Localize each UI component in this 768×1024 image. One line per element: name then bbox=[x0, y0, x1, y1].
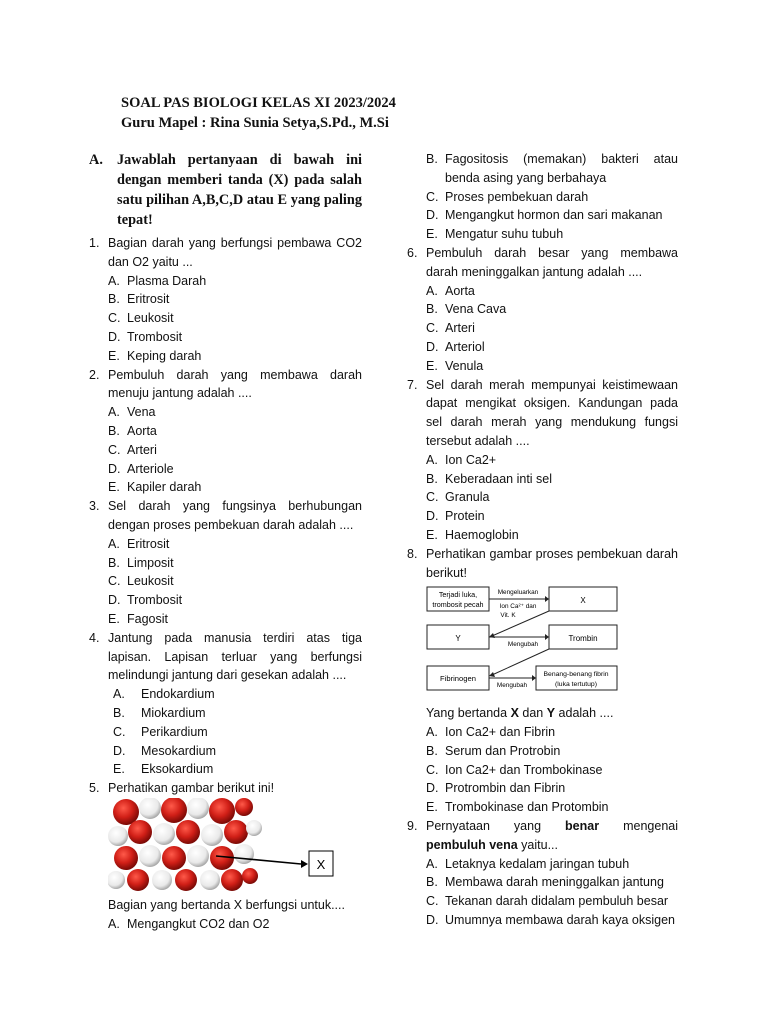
arrow1-label: Mengeluarkan bbox=[497, 589, 539, 597]
box-y-text: Y bbox=[455, 634, 461, 644]
option-letter: B. bbox=[426, 875, 438, 890]
teacher-line: Guru Mapel : Rina Sunia Setya,S.Pd., M.Si bbox=[121, 115, 389, 131]
option-8d[interactable] bbox=[426, 779, 678, 798]
question-text: Sel darah yang fungsinya berhubungan dengan proses pembekuan darah adalah .... bbox=[108, 499, 362, 532]
option-6d[interactable] bbox=[426, 338, 678, 357]
page-header bbox=[121, 93, 396, 133]
question-6 bbox=[407, 244, 678, 282]
option-letter: E. bbox=[108, 480, 120, 495]
option-9c[interactable] bbox=[426, 892, 678, 911]
option-letter: C. bbox=[113, 724, 126, 739]
right-column bbox=[407, 150, 678, 930]
option-6a[interactable] bbox=[426, 282, 678, 301]
option-text: Tekanan darah didalam pembuluh besar bbox=[445, 894, 669, 909]
option-6b[interactable] bbox=[426, 300, 678, 319]
question-text: Jantung pada manusia terdiri atas tiga lapisan. Lapisan terluar yang berfungsi melindungi jantung dari gesekan adalah .... bbox=[108, 630, 362, 683]
option-text: Keping darah bbox=[127, 348, 202, 363]
question-number: 9. bbox=[407, 818, 418, 833]
option-letter: A. bbox=[108, 273, 120, 288]
option-letter: D. bbox=[108, 593, 121, 608]
option-letter: E. bbox=[108, 348, 120, 363]
exam-title: SOAL PAS BIOLOGI KELAS XI 2023/2024 bbox=[121, 95, 396, 111]
option-text: Haemoglobin bbox=[445, 527, 519, 542]
option-2a[interactable] bbox=[108, 403, 362, 422]
option-text: Trombosit bbox=[127, 593, 183, 608]
option-text: Kapiler darah bbox=[127, 480, 202, 495]
clotting-diagram bbox=[426, 586, 678, 698]
option-5b[interactable] bbox=[426, 150, 678, 188]
left-column bbox=[89, 150, 362, 934]
option-letter: C. bbox=[108, 311, 121, 326]
option-9a[interactable] bbox=[426, 855, 678, 874]
option-text: Ion Ca2+ dan Trombokinase bbox=[445, 762, 603, 777]
option-text: Trombosit bbox=[127, 329, 183, 344]
option-text: Mengangkut CO2 dan O2 bbox=[127, 916, 270, 931]
option-8a[interactable] bbox=[426, 723, 678, 742]
option-letter: B. bbox=[426, 471, 438, 486]
question-text: Sel darah merah mempunyai keistimewaan dapat mengikat oksigen. Kandungan pada sel darah merah yang mendukung fungsi tersebut adalah .... bbox=[426, 377, 678, 448]
option-letter: A. bbox=[426, 856, 438, 871]
red-blood-cell-figure bbox=[108, 798, 362, 892]
option-7e[interactable] bbox=[426, 526, 678, 545]
followup-text: adalah .... bbox=[555, 706, 614, 721]
option-letter: D. bbox=[113, 743, 126, 758]
option-5a[interactable] bbox=[108, 915, 362, 934]
q5-followup: Bagian yang bertanda X berfungsi untuk.... bbox=[108, 897, 345, 912]
option-letter: C. bbox=[426, 894, 439, 909]
option-text: Fagosit bbox=[127, 611, 168, 626]
q9-bold-vena: pembuluh vena bbox=[426, 837, 518, 852]
q9-bold-benar: benar bbox=[565, 818, 600, 833]
option-letter: D. bbox=[426, 339, 439, 354]
question-text: Perhatikan gambar berikut ini! bbox=[108, 781, 275, 796]
option-letter: E. bbox=[426, 527, 438, 542]
option-text: Endokardium bbox=[141, 687, 215, 702]
q9-text: mengenai bbox=[599, 818, 678, 833]
pointer-arrowhead bbox=[301, 860, 308, 868]
option-letter: D. bbox=[426, 781, 439, 796]
option-3c[interactable] bbox=[108, 572, 362, 591]
option-text: Leukosit bbox=[127, 574, 174, 589]
arrow3-label: Mengubah bbox=[496, 682, 528, 690]
option-letter: B. bbox=[426, 743, 438, 758]
option-letter: A. bbox=[108, 916, 120, 931]
question-text bbox=[426, 817, 678, 855]
option-9b[interactable] bbox=[426, 873, 678, 892]
option-letter: C. bbox=[108, 442, 121, 457]
arrow2-label: Mengubah bbox=[507, 641, 539, 649]
option-text: Eksokardium bbox=[141, 762, 214, 777]
option-text: Aorta bbox=[445, 283, 475, 298]
followup-text: Yang bertanda bbox=[426, 706, 511, 721]
option-5d[interactable] bbox=[426, 206, 678, 225]
question-5 bbox=[89, 779, 362, 798]
q9-text: Pernyataan yang bbox=[426, 818, 566, 833]
followup-x: X bbox=[510, 706, 519, 721]
option-7d[interactable] bbox=[426, 507, 678, 526]
option-text: Arteri bbox=[445, 321, 475, 336]
question-number: 8. bbox=[407, 546, 418, 561]
q9-text: yaitu... bbox=[517, 837, 558, 852]
option-4b[interactable] bbox=[113, 704, 362, 723]
option-7c[interactable] bbox=[426, 488, 678, 507]
option-letter: D. bbox=[108, 329, 121, 344]
box-trombin-text: Trombin bbox=[568, 634, 598, 644]
question-text: Pembuluh darah besar yang membawa darah meninggalkan jantung adalah .... bbox=[426, 245, 678, 279]
option-1c[interactable] bbox=[108, 309, 362, 328]
question-number: 2. bbox=[89, 367, 100, 382]
question-number: 4. bbox=[89, 630, 100, 645]
question-9 bbox=[407, 817, 678, 855]
option-8c[interactable] bbox=[426, 761, 678, 780]
option-text: Aorta bbox=[127, 423, 157, 438]
option-text: Serum dan Protrobin bbox=[445, 743, 561, 758]
option-text: Fagositosis (memakan) bakteri atau benda asing yang berbahaya bbox=[445, 152, 678, 185]
option-letter: B. bbox=[426, 302, 438, 317]
followup-y: Y bbox=[546, 706, 556, 721]
option-text: Trombokinase dan Protombin bbox=[445, 800, 609, 815]
option-2b[interactable] bbox=[108, 422, 362, 441]
option-8e[interactable] bbox=[426, 798, 678, 817]
option-letter: A. bbox=[113, 687, 125, 702]
option-text: Arteri bbox=[127, 442, 157, 457]
question-7 bbox=[407, 376, 678, 451]
option-letter: E. bbox=[426, 358, 438, 373]
option-letter: E. bbox=[113, 762, 125, 777]
option-letter: A. bbox=[426, 724, 438, 739]
option-letter: C. bbox=[426, 490, 439, 505]
option-1b[interactable] bbox=[108, 290, 362, 309]
option-2c[interactable] bbox=[108, 441, 362, 460]
option-letter: C. bbox=[426, 189, 439, 204]
box1-text: Terjadi luka, bbox=[438, 590, 478, 600]
option-text: Mengatur suhu tubuh bbox=[445, 227, 564, 242]
option-1e[interactable] bbox=[108, 347, 362, 366]
option-text: Ion Ca2+ dan Fibrin bbox=[445, 724, 556, 739]
option-text: Granula bbox=[445, 490, 490, 505]
option-letter: C. bbox=[426, 321, 439, 336]
option-text: Eritrosit bbox=[127, 292, 170, 307]
option-letter: A. bbox=[108, 536, 120, 551]
question-number: 1. bbox=[89, 236, 100, 250]
option-5c[interactable] bbox=[426, 188, 678, 207]
option-text: Ion Ca2+ bbox=[445, 452, 497, 467]
clotting-flowchart bbox=[426, 586, 620, 692]
option-text: Protein bbox=[445, 509, 485, 524]
option-text: Keberadaan inti sel bbox=[445, 471, 553, 486]
option-text: Umumnya membawa darah kaya oksigen bbox=[445, 912, 675, 927]
arrow1-label-3: Vit. K bbox=[500, 612, 516, 620]
option-letter: A. bbox=[426, 452, 438, 467]
followup-text: dan bbox=[518, 706, 547, 721]
option-4a[interactable] bbox=[113, 685, 362, 704]
option-letter: D. bbox=[426, 912, 439, 927]
option-text: Limposit bbox=[127, 555, 174, 570]
option-letter: E. bbox=[426, 800, 438, 815]
blood-cells-image bbox=[108, 798, 338, 892]
question-number: 6. bbox=[407, 245, 418, 260]
option-3d[interactable] bbox=[108, 591, 362, 610]
question-number: 7. bbox=[407, 377, 418, 392]
option-letter: B. bbox=[108, 423, 120, 438]
option-text: Vena Cava bbox=[445, 302, 507, 317]
option-letter: E. bbox=[108, 611, 120, 626]
option-text: Venula bbox=[445, 358, 484, 373]
option-text: Vena bbox=[127, 405, 156, 420]
option-letter: A. bbox=[426, 283, 438, 298]
question-2 bbox=[89, 366, 362, 404]
option-letter: C. bbox=[108, 574, 121, 589]
option-text: Letaknya kedalam jaringan tubuh bbox=[445, 856, 630, 871]
question-text: Perhatikan gambar proses pembekuan darah berikut! bbox=[426, 546, 678, 580]
option-text: Perikardium bbox=[141, 724, 208, 739]
option-letter: D. bbox=[426, 208, 439, 223]
option-letter: B. bbox=[108, 555, 120, 570]
option-text: Membawa darah meninggalkan jantung bbox=[445, 875, 664, 890]
section-a-instruction bbox=[89, 150, 362, 230]
option-3b[interactable] bbox=[108, 554, 362, 573]
option-text: Mengangkut hormon dan sari makanan bbox=[445, 208, 663, 223]
option-text: Plasma Darah bbox=[127, 273, 207, 288]
box-fibrinogen-text: Fibrinogen bbox=[440, 674, 476, 684]
box-fibrin-text-2: (luka tertutup) bbox=[555, 681, 597, 689]
option-1a[interactable] bbox=[108, 272, 362, 291]
option-3e[interactable] bbox=[108, 610, 362, 629]
option-6e[interactable] bbox=[426, 357, 678, 376]
box1-text-2: trombosit pecah bbox=[432, 600, 484, 610]
question-number: 3. bbox=[89, 499, 100, 514]
option-text: Eritrosit bbox=[127, 536, 170, 551]
option-4d[interactable] bbox=[113, 742, 362, 761]
option-7a[interactable] bbox=[426, 451, 678, 470]
section-instruction-text: Jawablah pertanyaan di bawah ini dengan memberi tanda (X) pada salah satu pilihan A,B,C,D atau E yang paling tepat! bbox=[117, 152, 362, 228]
q8-followup bbox=[426, 704, 678, 723]
option-9d[interactable] bbox=[426, 911, 678, 930]
option-6c[interactable] bbox=[426, 319, 678, 338]
section-label: A. bbox=[89, 152, 103, 168]
question-3 bbox=[89, 497, 362, 535]
box-x-text: X bbox=[580, 596, 586, 606]
option-letter: C. bbox=[426, 762, 439, 777]
question-number: 5. bbox=[89, 781, 100, 796]
option-text: Arteriole bbox=[127, 461, 174, 476]
question-1 bbox=[89, 234, 362, 272]
option-5e[interactable] bbox=[426, 225, 678, 244]
option-8b[interactable] bbox=[426, 742, 678, 761]
arrow1-label-2: Ion Ca²⁺ dan bbox=[499, 603, 537, 611]
option-2d[interactable] bbox=[108, 460, 362, 479]
option-3a[interactable] bbox=[108, 535, 362, 554]
question-4 bbox=[89, 629, 362, 685]
option-letter: B. bbox=[108, 292, 120, 307]
option-letter: B. bbox=[113, 705, 125, 720]
option-letter: D. bbox=[108, 461, 121, 476]
option-4c[interactable] bbox=[113, 723, 362, 742]
option-letter: A. bbox=[108, 405, 120, 420]
question-text: Bagian darah yang berfungsi pembawa CO2 dan O2 yaitu ... bbox=[108, 236, 362, 269]
option-text: Arteriol bbox=[445, 339, 485, 354]
option-letter: E. bbox=[426, 227, 438, 242]
option-4e[interactable] bbox=[113, 760, 362, 779]
option-2e[interactable] bbox=[108, 478, 362, 497]
question-8 bbox=[407, 545, 678, 583]
option-text: Proses pembekuan darah bbox=[445, 189, 589, 204]
option-letter: D. bbox=[426, 509, 439, 524]
label-x: X bbox=[316, 856, 326, 872]
option-7b[interactable] bbox=[426, 470, 678, 489]
question-text: Pembuluh darah yang membawa darah menuju jantung adalah .... bbox=[108, 367, 362, 401]
option-text: Mesokardium bbox=[141, 743, 217, 758]
option-letter: B. bbox=[426, 152, 438, 166]
cell-cluster bbox=[108, 798, 262, 891]
option-text: Miokardium bbox=[141, 705, 206, 720]
option-text: Leukosit bbox=[127, 311, 174, 326]
box-fibrin-text: Benang-benang fibrin bbox=[543, 671, 609, 679]
option-text: Protrombin dan Fibrin bbox=[445, 781, 566, 796]
option-1d[interactable] bbox=[108, 328, 362, 347]
